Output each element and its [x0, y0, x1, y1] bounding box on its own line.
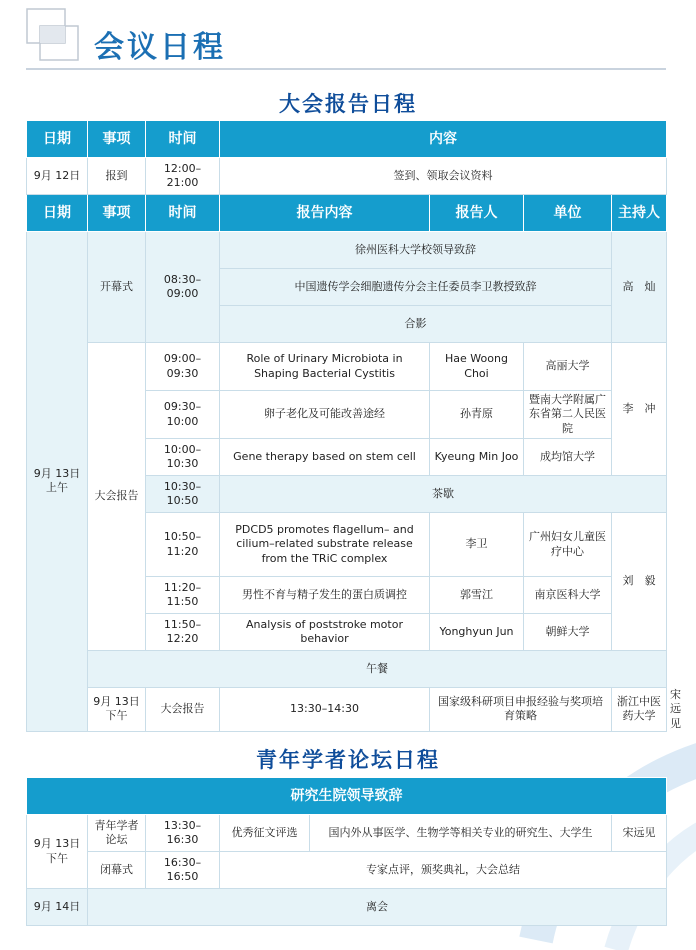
talk-time: 11:20–11:50: [146, 577, 220, 614]
opening-host: 高 灿: [612, 232, 667, 343]
reg-time: 12:00–21:00: [146, 158, 220, 195]
afternoon-item: 大会报告: [146, 688, 220, 732]
talk-title: 卵子老化及可能改善途经: [220, 391, 430, 439]
afternoon-time: 13:30–14:30: [220, 688, 430, 732]
col-unit: 单位: [524, 195, 612, 232]
departure-content: 离会: [88, 889, 667, 926]
table-header-row-2: [27, 195, 667, 232]
opening-row-1: 徐州医科大学校领导致辞: [220, 232, 612, 269]
closing-time: 16:30–16:50: [146, 852, 220, 889]
header-squares-icon: [26, 8, 84, 62]
forum-participants: 国内外从事医学、生物学等相关专业的研究生、大学生: [310, 815, 612, 852]
talk-speaker: 郭雪江: [430, 577, 524, 614]
morning-date: 9月 13日 上午: [27, 232, 88, 732]
forum-table: [26, 777, 667, 926]
talk-unit: 朝鲜大学: [524, 614, 612, 651]
opening-row-2: 中国遗传学会细胞遗传分会主任委员李卫教授致辞: [220, 269, 612, 306]
table-header-row: [27, 121, 667, 158]
plenary-table: [26, 120, 681, 732]
col-speaker: 报告人: [430, 195, 524, 232]
plenary-title: 大会报告日程: [279, 92, 417, 116]
talk-time: 09:00–09:30: [146, 343, 220, 391]
col-host: 主持人: [612, 195, 667, 232]
forum-title: 青年学者论坛日程: [256, 748, 440, 772]
talk-time: 11:50–12:20: [146, 614, 220, 651]
host-a: 李 冲: [612, 343, 667, 476]
talk-speaker: Yonghyun Jun: [430, 614, 524, 651]
talk-time: 09:30–10:00: [146, 391, 220, 439]
tea-break: 茶歇: [220, 476, 667, 513]
opening-row-3: 合影: [220, 306, 612, 343]
talk-title: Role of Urinary Microbiota in Shaping Bacterial Cystitis: [220, 343, 430, 391]
talk-title: Gene therapy based on stem cell: [220, 439, 430, 476]
col-report: 报告内容: [220, 195, 430, 232]
col-time: 时间: [146, 195, 220, 232]
departure-date: 9月 14日: [27, 889, 88, 926]
talk-time: 10:50–11:20: [146, 513, 220, 577]
talks-item: 大会报告: [88, 343, 146, 651]
col-date: 日期: [27, 195, 88, 232]
afternoon-date: 9月 13日 下午: [88, 688, 146, 732]
forum-activity: 优秀征文评选: [220, 815, 310, 852]
talk-speaker: 孙青原: [430, 391, 524, 439]
talk-speaker: 李卫: [430, 513, 524, 577]
lunch-row: [27, 651, 667, 688]
table-row: [27, 232, 667, 269]
col-item: 事项: [88, 195, 146, 232]
host-b: 刘 毅: [612, 513, 667, 651]
talk-unit: 成均馆大学: [524, 439, 612, 476]
talk-title: 男性不育与精子发生的蛋白质调控: [220, 577, 430, 614]
opening-item: 开幕式: [88, 232, 146, 343]
col-date: 日期: [27, 121, 88, 158]
closing-content: 专家点评，颁奖典礼，大会总结: [220, 852, 667, 889]
talk-title: Analysis of poststroke motor behavior: [220, 614, 430, 651]
col-item: 事项: [88, 121, 146, 158]
table-row: [27, 815, 667, 852]
col-time: 时间: [146, 121, 220, 158]
reg-item: 报到: [88, 158, 146, 195]
col-content: 内容: [220, 121, 667, 158]
talk-speaker: Hae Woong Choi: [430, 343, 524, 391]
reg-date: 9月 12日: [27, 158, 88, 195]
lunch: 午餐: [88, 651, 667, 688]
closing-item: 闭幕式: [88, 852, 146, 889]
forum-date: 9月 13日 下午: [27, 815, 88, 889]
forum-header-row: [27, 778, 667, 815]
registration-row: [27, 158, 667, 195]
forum-host: 宋远见: [612, 815, 667, 852]
break-time: 10:30–10:50: [146, 476, 220, 513]
talk-title: PDCD5 promotes flagellum– and cilium–related substrate release from the TRiC complex: [220, 513, 430, 577]
afternoon-unit: 浙江中医药大学: [612, 688, 667, 732]
talk-unit: 南京医科大学: [524, 577, 612, 614]
forum-item: 青年学者论坛: [88, 815, 146, 852]
header-divider: [26, 68, 666, 70]
talk-unit: 高丽大学: [524, 343, 612, 391]
table-row: [27, 343, 667, 391]
forum-time: 13:30–16:30: [146, 815, 220, 852]
reg-content: 签到、领取会议资料: [220, 158, 667, 195]
talk-time: 10:00–10:30: [146, 439, 220, 476]
forum-header: 研究生院领导致辞: [27, 778, 667, 815]
opening-time: 08:30–09:00: [146, 232, 220, 343]
afternoon-title: 国家级科研项目申报经验与奖项培育策略: [430, 688, 612, 732]
page-title: 会议日程: [94, 30, 226, 65]
departure-row: [27, 889, 667, 926]
afternoon-row: 9月 13日 下午 大会报告 13:30–14:30 国家级科研项目申报经验与奖项培育策略 浙江中医药大学 宋远见: [27, 688, 667, 732]
table-row: [27, 852, 667, 889]
talk-speaker: Kyeung Min Joo: [430, 439, 524, 476]
talk-unit: 广州妇女儿童医疗中心: [524, 513, 612, 577]
talk-unit: 暨南大学附属广东省第二人民医院: [524, 391, 612, 439]
